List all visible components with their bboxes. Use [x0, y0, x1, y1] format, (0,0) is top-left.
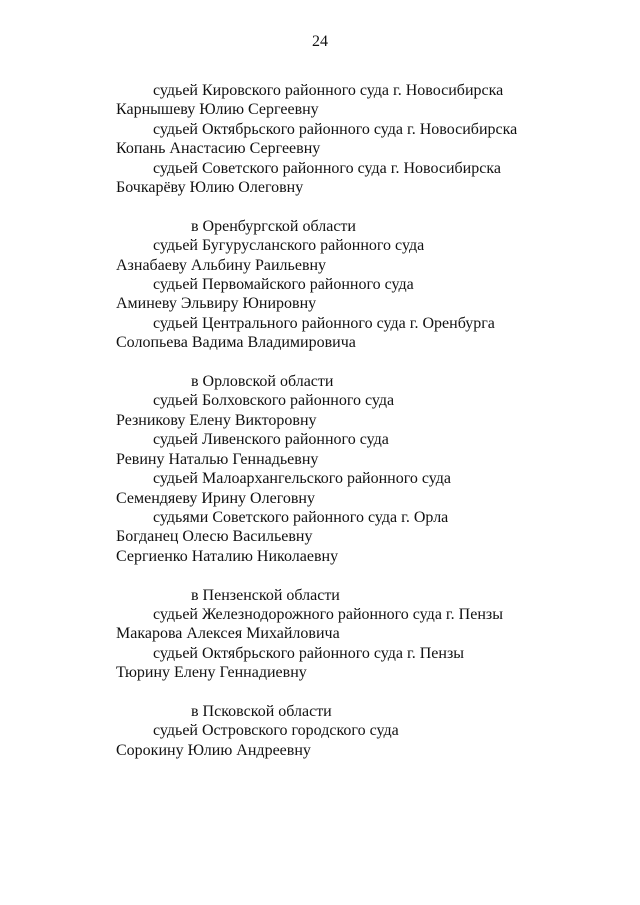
appointee-name: Сергиенко Наталию Николаевну	[116, 547, 339, 565]
appointee-name: Макарова Алексея Михайловича	[116, 625, 340, 643]
section-spacer	[0, 353, 640, 372]
court-position-line: судьей Бугурусланского районного суда	[153, 237, 425, 255]
court-position-line: судьей Советского районного суда г. Новосибирска	[153, 159, 501, 177]
appointee-name: Богданец Олесю Васильевну	[116, 528, 313, 546]
region-heading: в Орловской области	[191, 373, 334, 391]
court-position-line: судьей Ливенского районного суда	[153, 431, 389, 449]
appointee-name: Карнышеву Юлию Сергеевну	[116, 101, 319, 119]
court-position-line: судьей Октябрьского районного суда г. Пензы	[153, 644, 465, 662]
appointee-name: Тюрину Елену Геннадиевну	[116, 664, 307, 682]
section-spacer	[0, 197, 640, 216]
section-spacer	[0, 566, 640, 585]
appointment-list	[0, 81, 640, 760]
court-position-line: судьей Первомайского районного суда	[153, 276, 414, 294]
region-heading: в Пензенской области	[191, 586, 340, 604]
region-heading: в Псковской области	[191, 702, 332, 720]
court-position-line: судьей Кировского районного суда г. Новосибирска	[153, 82, 504, 99]
court-position-line: судьей Железнодорожного районного суда г. Пензы	[153, 605, 503, 623]
appointee-name: Аминеву Эльвиру Юнировну	[116, 295, 317, 313]
appointee-name: Резникову Елену Викторовну	[116, 411, 317, 429]
appointee-name: Азнабаеву Альбину Раильевну	[116, 256, 327, 274]
court-position-line: судьей Центрального районного суда г. Оренбурга	[153, 314, 495, 332]
court-position-line: судьей Островского городского суда	[153, 722, 399, 740]
court-position-line: судьей Болховского районного суда	[153, 392, 395, 410]
section-spacer	[0, 683, 640, 702]
region-heading: в Оренбургской области	[191, 217, 356, 235]
court-position-line: судьей Октябрьского районного суда г. Новосибирска	[153, 120, 518, 138]
page-number: 24	[312, 33, 328, 50]
appointee-name: Семендяеву Ирину Олеговну	[116, 489, 315, 507]
appointee-name: Бочкарёву Юлию Олеговну	[116, 179, 304, 197]
appointee-name: Солопьева Вадима Владимировича	[116, 334, 356, 352]
appointee-name: Копань Анастасию Сергеевну	[116, 140, 321, 158]
appointee-name: Сорокину Юлию Андреевну	[116, 741, 311, 759]
appointee-name: Ревину Наталью Геннадьевну	[116, 450, 319, 468]
court-position-line: судьей Малоархангельского районного суда	[153, 470, 452, 488]
court-position-line: судьями Советского районного суда г. Орла	[153, 508, 449, 526]
